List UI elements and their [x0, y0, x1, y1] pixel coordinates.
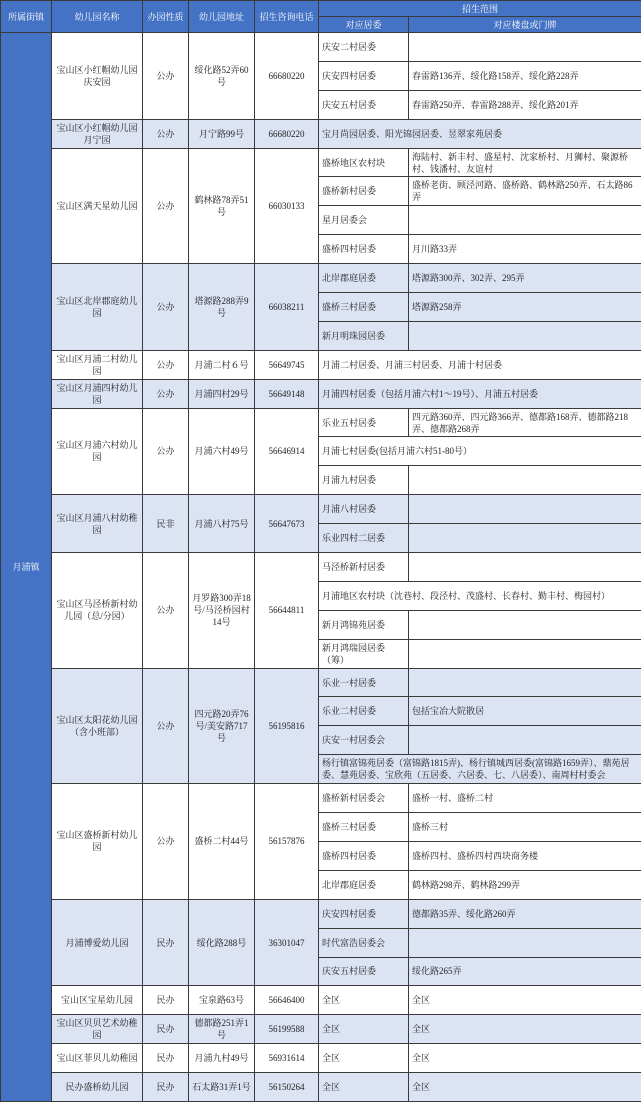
kindergarten-address: 盛桥二村44号 [189, 784, 255, 900]
scope-buildings: 盛桥一村、盛桥二村 [409, 784, 641, 813]
kindergarten-phone: 36301047 [255, 899, 319, 986]
scope-buildings: 盛桥老街、顾泾河路、盛桥路、鹤林路250弄、石太路86弄 [409, 177, 641, 206]
scope-buildings [409, 639, 641, 668]
kindergarten-phone: 56199588 [255, 1015, 319, 1044]
kindergarten-type: 公办 [143, 784, 189, 900]
table-row [1, 119, 641, 148]
town-cell: 月浦镇 [1, 33, 52, 1102]
kindergarten-phone: 56150264 [255, 1073, 319, 1102]
scope-committee: 全区 [319, 1044, 409, 1073]
scope-committee: 北岸郡庭居委 [319, 870, 409, 899]
kindergarten-name: 宝山区贝贝艺术幼稚园 [52, 1015, 143, 1044]
scope-buildings [409, 524, 641, 553]
table-row [1, 408, 641, 437]
scope-committee: 全区 [319, 1015, 409, 1044]
scope-buildings [409, 726, 641, 755]
scope-buildings: 春雷路136弄、绥化路158弄、绥化路228弄 [409, 61, 641, 90]
header-buildings: 对应楼盘或门牌 [409, 17, 641, 33]
scope-committee: 盛桥三村居委 [319, 293, 409, 322]
scope-committee: 盛桥新村居委 [319, 177, 409, 206]
scope-buildings: 塔源路258弄 [409, 293, 641, 322]
scope-buildings: 全区 [409, 1044, 641, 1073]
scope-committee: 新月鸿瑞园居委（筹） [319, 639, 409, 668]
kindergarten-phone: 56647673 [255, 495, 319, 553]
scope-buildings: 盛桥三村 [409, 813, 641, 842]
kindergarten-address: 石太路31弄1号 [189, 1073, 255, 1102]
kindergarten-address: 绥化路52弄60号 [189, 33, 255, 120]
kindergarten-phone: 56646400 [255, 986, 319, 1015]
scope-buildings: 盛桥四村、盛桥四村西块商务楼 [409, 841, 641, 870]
kindergarten-type: 公办 [143, 553, 189, 669]
kindergarten-name: 宝山区月浦八村幼稚园 [52, 495, 143, 553]
kindergarten-type: 民办 [143, 1044, 189, 1073]
scope-buildings: 鹤林路298弄、鹤林路299弄 [409, 870, 641, 899]
scope-buildings: 绥化路265弄 [409, 957, 641, 986]
kindergarten-name: 宝山区菲贝儿幼稚园 [52, 1044, 143, 1073]
scope-buildings: 全区 [409, 1015, 641, 1044]
kindergarten-phone: 56195816 [255, 668, 319, 784]
kindergarten-address: 月浦九村49号 [189, 1044, 255, 1073]
kindergarten-type: 公办 [143, 119, 189, 148]
kindergarten-name: 月浦博爱幼儿园 [52, 899, 143, 986]
kindergarten-name: 宝山区小红帽幼儿园月宁园 [52, 119, 143, 148]
kindergarten-address: 月罗路300弄18号/马泾桥园村14号 [189, 553, 255, 669]
kindergarten-name: 宝山区小红帽幼儿园庆安园 [52, 33, 143, 120]
table-row [1, 899, 641, 928]
scope-committee: 北岸郡庭居委 [319, 264, 409, 293]
kindergarten-name: 宝山区满天星幼儿园 [52, 148, 143, 264]
kindergarten-name: 宝山区马泾桥新村幼儿园（总/分园） [52, 553, 143, 669]
kindergarten-phone: 56649148 [255, 379, 319, 408]
header-name: 幼儿园名称 [52, 1, 143, 33]
scope-merged: 月浦四村居委（包括月浦六村1～19号）、月浦五村居委 [319, 379, 641, 408]
kindergarten-phone: 56646914 [255, 408, 319, 495]
scope-merged: 杨行镇富锦苑居委（富锦路1815弄)、杨行镇城西居委(富锦路1659弄）、鼎苑居委、慧苑居委、宝欣苑（五居委、六居委、七、八居委）、南周村村委会 [319, 755, 641, 784]
table-row [1, 495, 641, 524]
scope-merged: 宝月尚园居委、阳光锦园居委、昱翠家苑居委 [319, 119, 641, 148]
kindergarten-name: 宝山区月浦六村幼儿园 [52, 408, 143, 495]
scope-buildings [409, 206, 641, 235]
kindergarten-phone: 66030133 [255, 148, 319, 264]
kindergarten-phone: 66680220 [255, 33, 319, 120]
kindergarten-type: 公办 [143, 33, 189, 120]
table-row [1, 350, 641, 379]
kindergarten-name: 宝山区太阳花幼儿园（含小班部） [52, 668, 143, 784]
scope-committee: 新月鸿锦苑居委 [319, 610, 409, 639]
scope-buildings [409, 33, 641, 62]
table-row [1, 148, 641, 177]
scope-committee: 乐业一村居委 [319, 668, 409, 697]
scope-committee: 庆安五村居委 [319, 90, 409, 119]
kindergarten-type: 公办 [143, 350, 189, 379]
kindergarten-type: 民办 [143, 899, 189, 986]
kindergarten-address: 月浦四村29号 [189, 379, 255, 408]
table-row [1, 784, 641, 813]
scope-buildings [409, 495, 641, 524]
header-address: 幼儿园地址 [189, 1, 255, 33]
kindergarten-address: 月宁路99号 [189, 119, 255, 148]
kindergarten-address: 四元路20弄76号/美安路717号 [189, 668, 255, 784]
kindergarten-address: 鹤林路78弄51号 [189, 148, 255, 264]
scope-committee: 新月明珠园居委 [319, 321, 409, 350]
kindergarten-type: 民办 [143, 1015, 189, 1044]
table-row [1, 264, 641, 293]
kindergarten-address: 宝泉路63号 [189, 986, 255, 1015]
scope-committee: 庆安一村居委会 [319, 726, 409, 755]
kindergarten-phone: 66038211 [255, 264, 319, 351]
scope-buildings [409, 928, 641, 957]
scope-committee: 全区 [319, 986, 409, 1015]
table-row [1, 379, 641, 408]
header-phone: 招生咨询电话 [255, 1, 319, 33]
header-scope: 招生范围 [319, 1, 641, 17]
scope-merged: 月浦地区农村块（沈巷村、段泾村、茂盛村、长春村、勤丰村、梅园村） [319, 581, 641, 610]
header-town: 所属街镇 [1, 1, 52, 33]
scope-buildings [409, 321, 641, 350]
scope-committee: 乐业二村居委 [319, 697, 409, 726]
kindergarten-phone: 56931614 [255, 1044, 319, 1073]
kindergarten-name: 宝山区盛桥新村幼儿园 [52, 784, 143, 900]
table-row [1, 33, 641, 62]
scope-buildings [409, 610, 641, 639]
kindergarten-name: 宝山区宝星幼儿园 [52, 986, 143, 1015]
scope-committee: 星月居委会 [319, 206, 409, 235]
kindergarten-type: 民办 [143, 986, 189, 1015]
table-row [1, 1073, 641, 1102]
header-committee: 对应居委 [319, 17, 409, 33]
scope-merged: 月浦二村居委、月浦三村居委、月浦十村居委 [319, 350, 641, 379]
kindergarten-address: 绥化路288号 [189, 899, 255, 986]
scope-committee: 时代富浩居委会 [319, 928, 409, 957]
scope-committee: 乐业五村居委 [319, 408, 409, 437]
kindergarten-phone: 56649745 [255, 350, 319, 379]
kindergarten-name: 宝山区月浦二村幼儿园 [52, 350, 143, 379]
kindergarten-address: 月浦八村75号 [189, 495, 255, 553]
scope-buildings: 海陆村、新丰村、盛星村、沈家桥村、月狮村、聚源桥村、钱潘村、友谊村 [409, 148, 641, 177]
scope-buildings [409, 668, 641, 697]
kindergarten-name: 宝山区北岸郡庭幼儿园 [52, 264, 143, 351]
scope-merged: 月浦七村居委(包括月浦六村51-80号） [319, 437, 641, 466]
scope-committee: 马泾桥新村居委 [319, 553, 409, 582]
kindergarten-address: 月浦二村６号 [189, 350, 255, 379]
scope-buildings: 春雷路250弄、春雷路288弄、绥化路201弄 [409, 90, 641, 119]
kindergarten-type: 民非 [143, 495, 189, 553]
scope-committee: 月浦九村居委 [319, 466, 409, 495]
kindergarten-type: 公办 [143, 264, 189, 351]
table-body [1, 33, 641, 1102]
scope-buildings: 塔源路300弄、302弄、295弄 [409, 264, 641, 293]
scope-buildings [409, 466, 641, 495]
scope-committee: 盛桥四村居委 [319, 841, 409, 870]
table-row [1, 986, 641, 1015]
scope-buildings: 全区 [409, 1073, 641, 1102]
kindergarten-phone: 56157876 [255, 784, 319, 900]
table-row [1, 668, 641, 697]
kindergarten-type: 公办 [143, 379, 189, 408]
scope-buildings: 德都路35弄、绥化路260弄 [409, 899, 641, 928]
scope-committee: 月浦八村居委 [319, 495, 409, 524]
kindergarten-address: 塔源路288弄9号 [189, 264, 255, 351]
scope-committee: 庆安五村居委 [319, 957, 409, 986]
scope-committee: 庆安四村居委 [319, 899, 409, 928]
scope-buildings: 包括宝冶大院散居 [409, 697, 641, 726]
table-row [1, 1044, 641, 1073]
kindergarten-address: 月浦六村49号 [189, 408, 255, 495]
scope-committee: 盛桥三村居委 [319, 813, 409, 842]
kindergarten-type: 民办 [143, 1073, 189, 1102]
scope-buildings [409, 553, 641, 582]
scope-committee: 庆安四村居委 [319, 61, 409, 90]
scope-buildings: 四元路360弄、四元路366弄、德都路168弄、德都路218弄、德都路268弄 [409, 408, 641, 437]
kindergarten-address: 德都路251弄1号 [189, 1015, 255, 1044]
table-row [1, 1015, 641, 1044]
scope-committee: 庆安二村居委 [319, 33, 409, 62]
scope-buildings: 全区 [409, 986, 641, 1015]
kindergarten-phone: 56644811 [255, 553, 319, 669]
table-row [1, 553, 641, 582]
kindergarten-phone: 66680220 [255, 119, 319, 148]
kindergarten-type: 公办 [143, 148, 189, 264]
scope-committee: 盛桥新村居委会 [319, 784, 409, 813]
kindergarten-name: 民办盛桥幼儿园 [52, 1073, 143, 1102]
scope-committee: 盛桥四村居委 [319, 235, 409, 264]
scope-committee: 全区 [319, 1073, 409, 1102]
kindergarten-type: 公办 [143, 668, 189, 784]
kindergarten-name: 宝山区月浦四村幼儿园 [52, 379, 143, 408]
scope-committee: 盛桥地区农村块 [319, 148, 409, 177]
scope-committee: 乐业四村二居委 [319, 524, 409, 553]
kindergarten-type: 公办 [143, 408, 189, 495]
scope-buildings: 月川路33弄 [409, 235, 641, 264]
header-type: 办园性质 [143, 1, 189, 33]
